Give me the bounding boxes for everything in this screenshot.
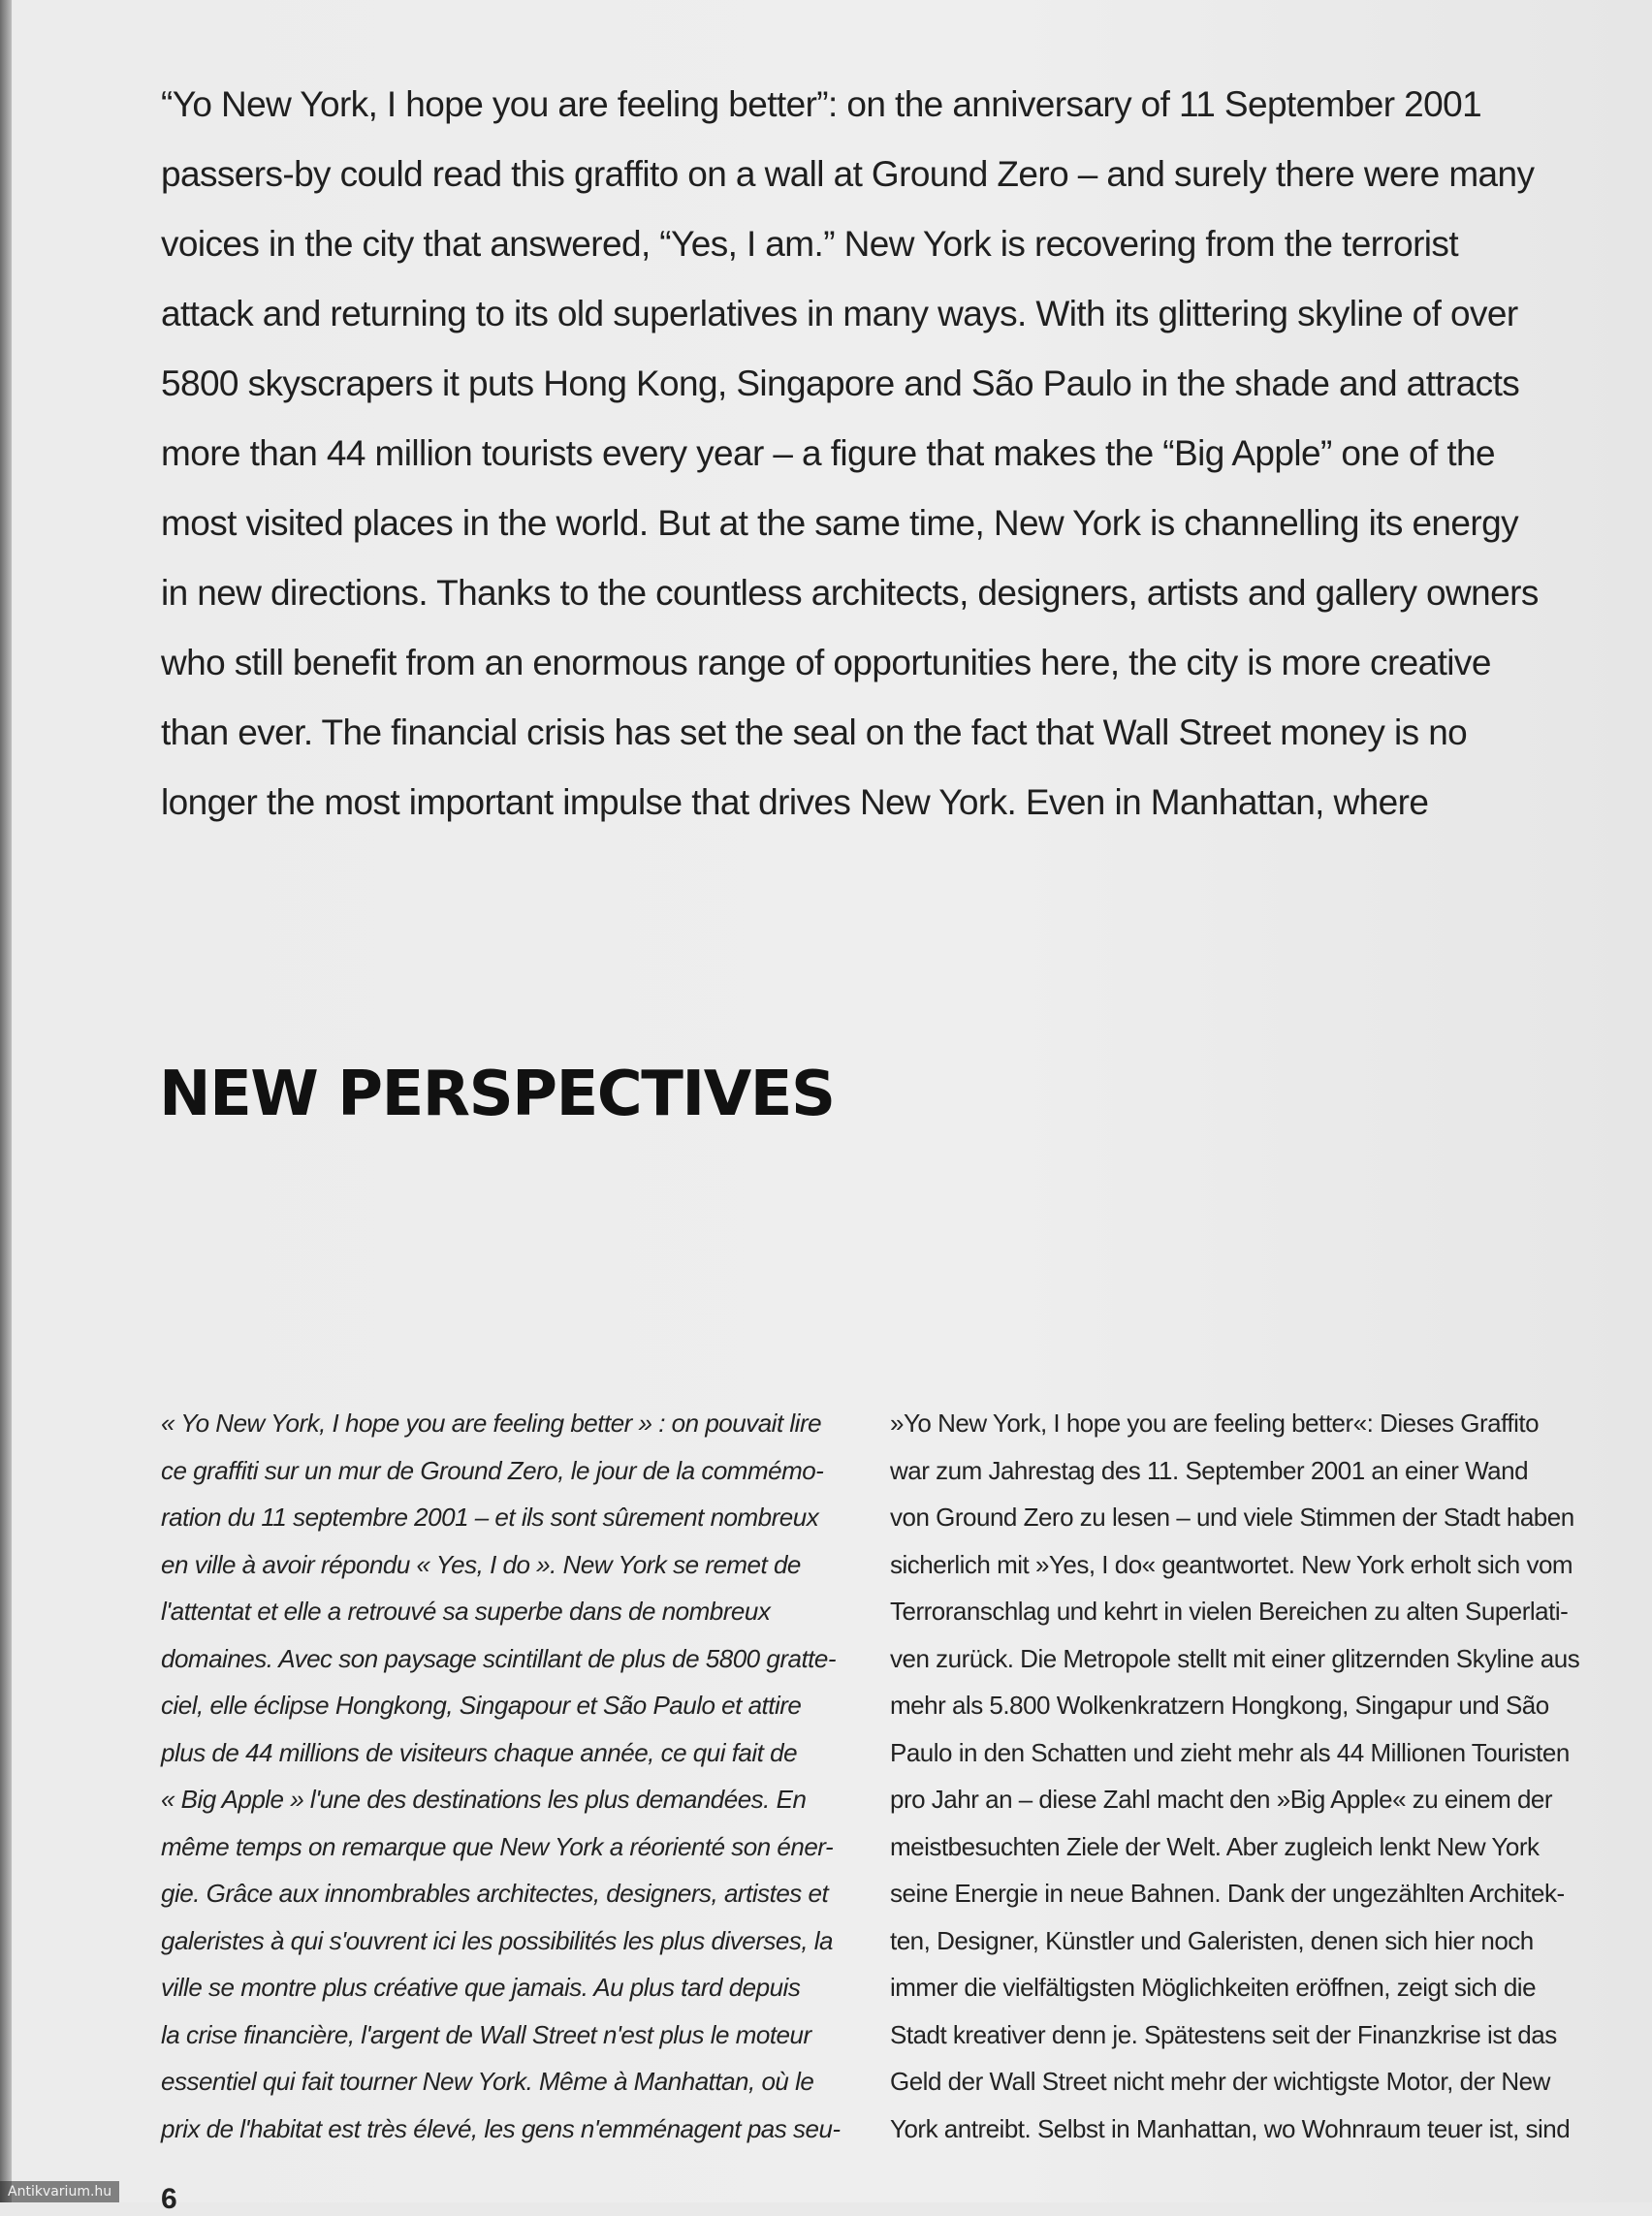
german-column [890, 1400, 1627, 2152]
french-line: plus de 44 millions de visiteurs chaque année, ce qui fait de [161, 1737, 798, 1767]
german-line: pro Jahr an – diese Zahl macht den »Big Apple« zu einem der [890, 1785, 1553, 1814]
section-headline: NEW PERSPECTIVES [159, 1059, 835, 1130]
french-line: ville se montre plus créative que jamais. Au plus tard depuis [161, 1973, 801, 2002]
intro-line: than ever. The financial crisis has set the seal on the fact that Wall Street money is no [161, 712, 1468, 752]
french-line: la crise financière, l'argent de Wall Street n'est plus le moteur [161, 2019, 811, 2049]
german-line: ven zurück. Die Metropole stellt mit einer glitzernden Skyline aus [890, 1643, 1580, 1673]
intro-line: voices in the city that answered, “Yes, I am.” New York is recovering from the terrorist [161, 224, 1459, 264]
french-line: ration du 11 septembre 2001 – et ils sont sûrement nombreux [161, 1503, 819, 1532]
french-line: gie. Grâce aux innombrables architectes, designers, artistes et [161, 1879, 829, 1908]
intro-line: most visited places in the world. But at the same time, New York is channelling its energy [161, 503, 1518, 543]
german-line: Stadt kreativer denn je. Spätestens seit der Finanzkrise ist das [890, 2019, 1557, 2049]
intro-line: who still benefit from an enormous range of opportunities here, the city is more creative [161, 643, 1491, 682]
french-line: prix de l'habitat est très élevé, les gens n'emménagent pas seu- [161, 2113, 841, 2143]
intro-line: attack and returning to its old superlatives in many ways. With its glittering skyline of over [161, 294, 1518, 333]
german-line: Paulo in den Schatten und zieht mehr als 44 Millionen Touristen [890, 1737, 1570, 1767]
german-line: immer die vielfältigsten Möglichkeiten eröffnen, zeigt sich die [890, 1973, 1537, 2002]
german-line: ten, Designer, Künstler und Galeristen, denen sich hier noch [890, 1925, 1534, 1955]
french-line: « Big Apple » l'une des destinations les plus demandées. En [161, 1785, 807, 1814]
intro-line: 5800 skyscrapers it puts Hong Kong, Singapore and São Paulo in the shade and attracts [161, 364, 1520, 403]
german-line: seine Energie in neue Bahnen. Dank der ungezählten Architek- [890, 1879, 1565, 1908]
french-line: « Yo New York, I hope you are feeling better » : on pouvait lire [161, 1409, 822, 1438]
german-line: sicherlich mit »Yes, I do« geantwortet. New York erholt sich vom [890, 1549, 1573, 1579]
intro-line: more than 44 million tourists every year – a figure that makes the “Big Apple” one of the [161, 433, 1495, 473]
english-intro-paragraph [161, 70, 1586, 838]
page-spine-shadow [0, 0, 12, 2202]
german-line: Geld der Wall Street nicht mehr der wichtigste Motor, der New [890, 2067, 1550, 2096]
french-line: l'attentat et elle a retrouvé sa superbe dans de nombreux [161, 1597, 771, 1626]
intro-line: passers-by could read this graffito on a wall at Ground Zero – and surely there were many [161, 154, 1535, 194]
german-line: York antreibt. Selbst in Manhattan, wo Wohnraum teuer ist, sind [890, 2113, 1571, 2143]
french-line: en ville à avoir répondu « Yes, I do ». New York se remet de [161, 1549, 801, 1579]
german-line: meistbesuchten Ziele der Welt. Aber zugleich lenkt New York [890, 1831, 1540, 1861]
french-column [161, 1400, 898, 2152]
intro-line: longer the most important impulse that drives New York. Even in Manhattan, where [161, 782, 1429, 822]
french-line: même temps on remarque que New York a réorienté son éner- [161, 1831, 834, 1861]
german-line: »Yo New York, I hope you are feeling better«: Dieses Graffito [890, 1409, 1540, 1438]
intro-line: “Yo New York, I hope you are feeling better”: on the anniversary of 11 September 2001 [161, 84, 1482, 124]
german-line: Terroranschlag und kehrt in vielen Bereichen zu alten Superlati- [890, 1597, 1569, 1626]
watermark-label: Antikvarium.hu [0, 2181, 119, 2202]
german-line: mehr als 5.800 Wolkenkratzern Hongkong, Singapur und São [890, 1691, 1549, 1720]
page-number: 6 [161, 2183, 177, 2215]
french-line: galeristes à qui s'ouvrent ici les possibilités les plus diverses, la [161, 1925, 834, 1955]
intro-line: in new directions. Thanks to the countless architects, designers, artists and gallery owners [161, 573, 1539, 613]
french-line: ciel, elle éclipse Hongkong, Singapour et São Paulo et attire [161, 1691, 802, 1720]
german-line: war zum Jahrestag des 11. September 2001 an einer Wand [890, 1455, 1529, 1485]
german-line: von Ground Zero zu lesen – und viele Stimmen der Stadt haben [890, 1503, 1574, 1532]
french-line: ce graffiti sur un mur de Ground Zero, le jour de la commémo- [161, 1455, 824, 1485]
french-line: essentiel qui fait tourner New York. Même à Manhattan, où le [161, 2067, 814, 2096]
french-line: domaines. Avec son paysage scintillant de plus de 5800 gratte- [161, 1643, 837, 1673]
